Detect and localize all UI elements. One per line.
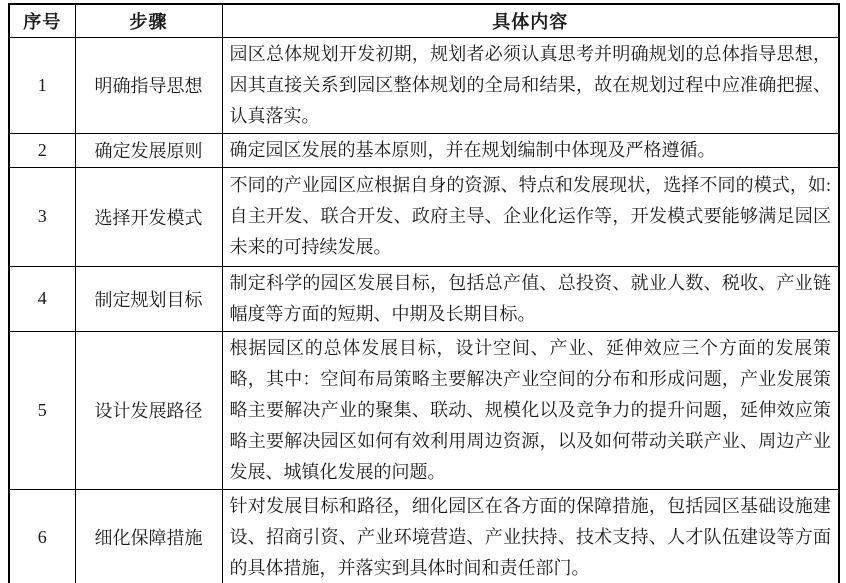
row-content-cell: 园区总体规划开发初期，规划者必须认真思考并明确规划的总体指导思想，因其直接关系到园区整体规划的全局和结果，故在规划过程中应准确把握、认真落实。 (222, 37, 839, 133)
table-row (9, 489, 839, 583)
row-step-cell: 选择开发模式 (75, 167, 222, 266)
row-step-cell: 制定规划目标 (75, 266, 222, 331)
table-row (9, 331, 839, 489)
table-row (9, 37, 839, 133)
table-row (9, 167, 839, 266)
row-step-cell: 明确指导思想 (75, 37, 222, 133)
table-body (9, 37, 839, 583)
row-step-cell: 细化保障措施 (75, 489, 222, 583)
header-row (9, 4, 839, 37)
row-step-cell: 设计发展路径 (75, 331, 222, 489)
row-content-cell: 针对发展目标和路径，细化园区在各方面的保障措施，包括园区基础设施建设、招商引资、产业环境营造、产业扶持、技术支持、人才队伍建设等方面的具体措施，并落实到具体时间和责任部门。 (222, 489, 839, 583)
table-header (9, 4, 839, 37)
table-row (9, 266, 839, 331)
row-step-cell: 确定发展原则 (75, 133, 222, 167)
row-number-cell: 1 (9, 37, 75, 133)
row-number-cell: 6 (9, 489, 75, 583)
header-cell-content: 具体内容 (222, 4, 839, 37)
row-number-cell: 3 (9, 167, 75, 266)
planning-steps-table (8, 3, 840, 583)
row-content-cell: 制定科学的园区发展目标，包括总产值、总投资、就业人数、税收、产业链幅度等方面的短期、中期及长期目标。 (222, 266, 839, 331)
row-number-cell: 5 (9, 331, 75, 489)
row-number-cell: 4 (9, 266, 75, 331)
row-content-cell: 确定园区发展的基本原则，并在规划编制中体现及严格遵循。 (222, 133, 839, 167)
row-content-cell: 不同的产业园区应根据自身的资源、特点和发展现状，选择不同的模式，如: 自主开发、联合开发、政府主导、企业化运作等，开发模式要能够满足园区未来的可持续发展。 (222, 167, 839, 266)
header-cell-step: 步骤 (75, 4, 222, 37)
row-number-cell: 2 (9, 133, 75, 167)
row-content-cell: 根据园区的总体发展目标，设计空间、产业、延伸效应三个方面的发展策略，其中：空间布局策略主要解决产业空间的分布和形成问题，产业发展策略主要解决产业的聚集、联动、规模化以及竞争力的提升问题，延伸效应策略主要解决园区如何有效利用周边资源，以及如何带动关联产业、周边产业发展、城镇化发展的问题。 (222, 331, 839, 489)
header-cell-no: 序号 (9, 4, 75, 37)
table-row (9, 133, 839, 167)
